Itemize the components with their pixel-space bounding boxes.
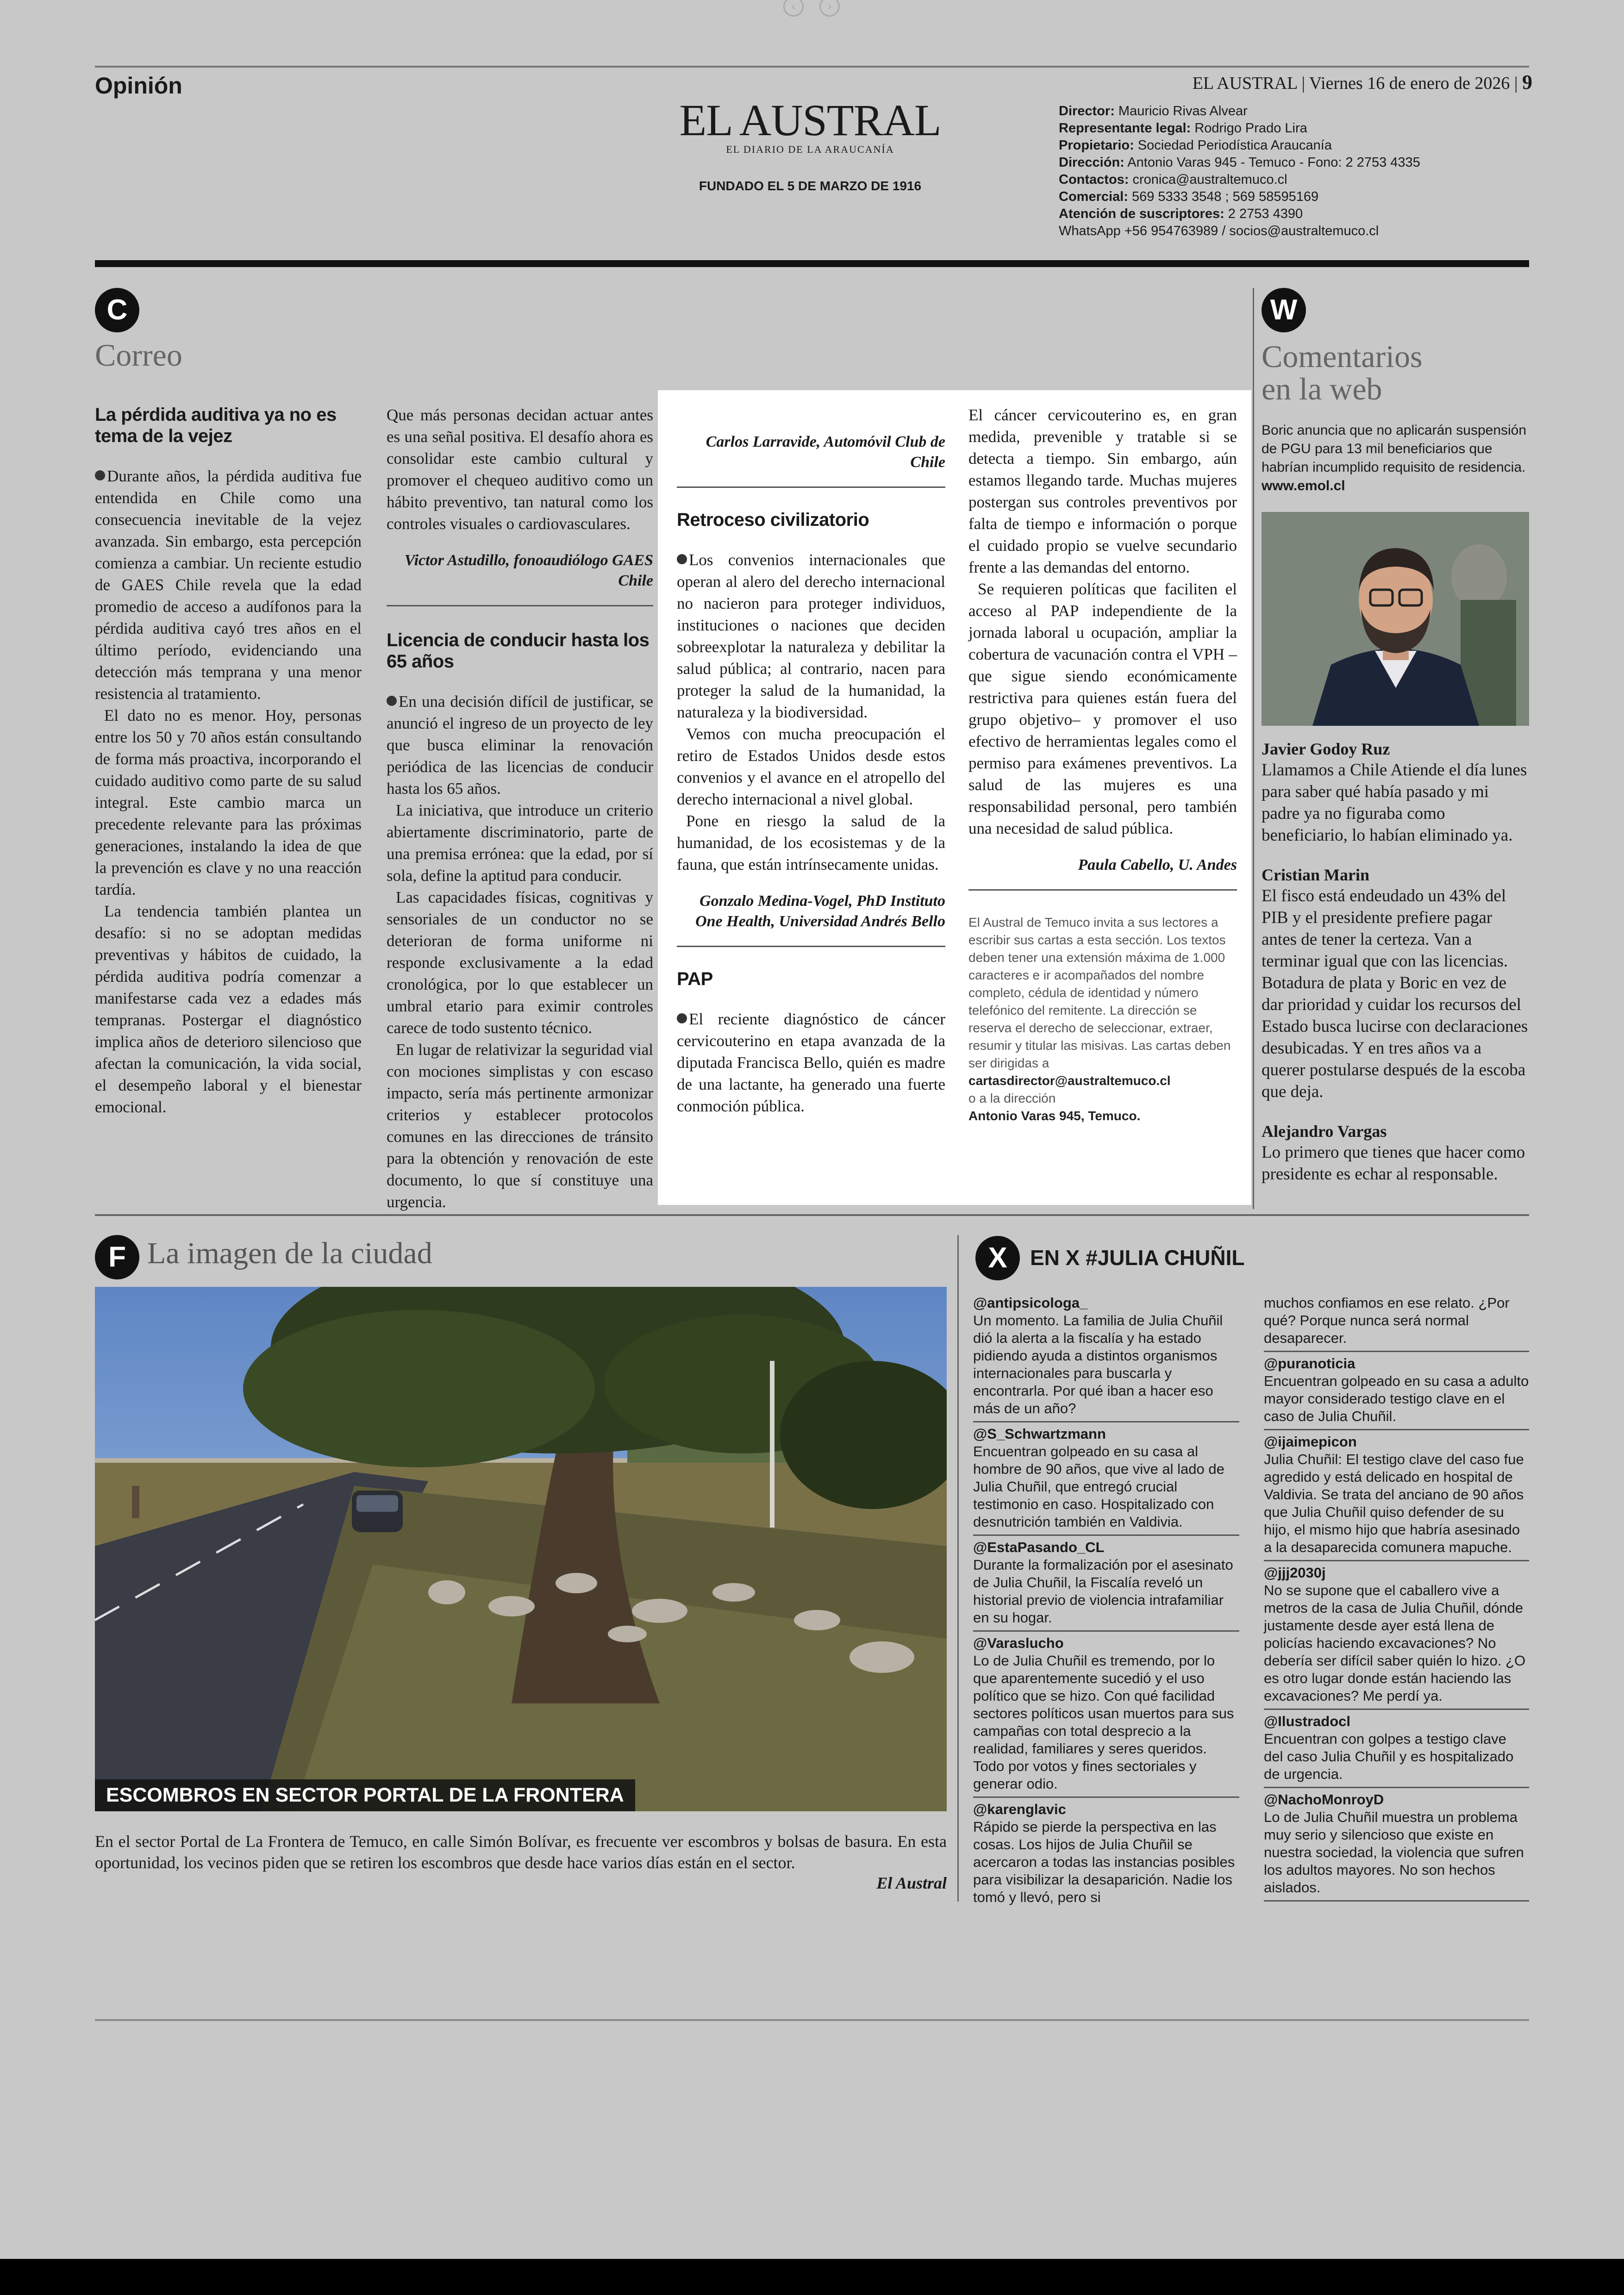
tweet-handle[interactable]: @ijaimepicon bbox=[1264, 1434, 1357, 1450]
tweet-handle[interactable]: @puranoticia bbox=[1264, 1355, 1355, 1372]
imagen-badge: F bbox=[95, 1235, 139, 1279]
publication-line bbox=[1157, 70, 1532, 94]
tweet bbox=[973, 1291, 1239, 1422]
bullet-icon bbox=[387, 696, 397, 706]
section-divider bbox=[95, 1214, 1529, 1216]
tweet-text: Lo de Julia Chuñil es tremendo, por lo que aparentemente sucedió y el uso político que se hizo. Con qué facilidad sectores políticos usan muertos para sus campañas con total desprecio a la realidad, familiares y seres queridos. Todo por votos y fines sectoriales y generar odio. bbox=[973, 1653, 1234, 1792]
masthead-title: EL AUSTRAL bbox=[679, 95, 941, 145]
masthead-subtitle: EL DIARIO DE LA ARAUCANÍA bbox=[726, 143, 894, 155]
tweet-handle[interactable]: @antipsicologa_ bbox=[973, 1295, 1088, 1311]
staff-row: Director: Mauricio Rivas Alvear bbox=[1059, 104, 1248, 118]
divider bbox=[387, 605, 653, 606]
notice-address: Antonio Varas 945, Temuco. bbox=[968, 1109, 1141, 1123]
staff-row: Contactos: cronica@australtemuco.cl bbox=[1059, 172, 1287, 187]
comentarios-intro: Boric anuncia que no aplicarán suspensión de PGU para 13 mil beneficiarios que habrían incumplido requisito de residencia. www.emol.cl bbox=[1262, 423, 1527, 493]
letter-2-title: Licencia de conducir hasta los 65 años bbox=[387, 630, 650, 672]
staff-row: Dirección: Antonio Varas 945 - Temuco - Fono: 2 2753 4335 bbox=[1059, 155, 1420, 170]
staff-box bbox=[1059, 103, 1522, 240]
comentarios-title: Comentarios en la web bbox=[1262, 339, 1423, 406]
tweet-text: No se supone que el caballero vive a metros de la casa de Julia Chuñil, dónde justamente desde ayer está llena de policías haciendo excavaciones? No debería ser difícil saber quién lo hizo. ¿O es otro lugar donde están haciendo las excavaciones? Me perdí ya. bbox=[1264, 1582, 1526, 1704]
tweet-handle[interactable]: @EstaPasando_CL bbox=[973, 1539, 1105, 1555]
tweet bbox=[973, 1798, 1239, 1910]
tweet-handle[interactable]: @NachoMonroyD bbox=[1264, 1791, 1384, 1808]
divider bbox=[677, 486, 945, 488]
letter-3-title: Retroceso civilizatorio bbox=[677, 510, 869, 530]
divider bbox=[677, 946, 945, 947]
tweet bbox=[1264, 1788, 1529, 1902]
bullet-icon bbox=[95, 470, 105, 480]
letter-4-p2: El cáncer cervicouterino es, en gran medida, prevenible y tratable si se detecta a tiempo. Sin embargo, aún estamos llegando tarde. Muchas mujeres postergan sus controles preventivos por falta de tiempo e información o porque el cuidado propio se vuelve secundario frente a las demandas del entorno. bbox=[968, 406, 1237, 576]
notice-text: El Austral de Temuco invita a sus lectores a escribir sus cartas a esta sección. Los textos deben tener una extensión máxima de 1.000 caracteres e ir acompañados del nombre completo, cédula de identidad y número telefónico del remitente. La dirección se reserva el derecho de seleccionar, extraer, resumir y titular las misivas. Las cartas deben ser dirigidas a bbox=[968, 915, 1231, 1070]
tweet-handle[interactable]: @karenglavic bbox=[973, 1801, 1066, 1817]
tweet-handle[interactable]: @Varaslucho bbox=[973, 1635, 1064, 1651]
tweet-text: Encuentran golpeado en su casa al hombre de 90 años, que vive al lado de Julia Chuñil, que entregó crucial testimonio en caso. Hospitalizado con desnutrición también en Valdivia. bbox=[973, 1443, 1224, 1530]
letter-4-continued bbox=[968, 404, 1237, 839]
tweet bbox=[973, 1632, 1239, 1798]
letter-1-p2: El dato no es menor. Hoy, personas entre los 50 y 70 años están consultando de forma más proactiva, incorporando el cuidado auditivo como parte de su salud integral. Este cambio marca un precedente relevante para las próximas generaciones, instalando la idea de que la prevención es clave y no una reacción tardía. bbox=[95, 706, 362, 898]
tweet-handle[interactable]: @S_Schwartzmann bbox=[973, 1426, 1106, 1442]
comment-text: Lo primero que tienes que hacer como presidente es echar al responsable. bbox=[1262, 1143, 1525, 1184]
letter-1-p1: Durante años, la pérdida auditiva fue entendida en Chile como una consecuencia inevitable de la vejez avanzada. Sin embargo, esta percepción comienza a cambiar. Un reciente estudio de GAES Chile revela que la edad promedio de acceso a audífonos para la pérdida auditiva cayó tres años en el último período, evidenciando una detección más temprana y una menor resistencia al tratamiento. bbox=[95, 467, 362, 703]
letter-4-signature: Paula Cabello, U. Andes bbox=[1078, 856, 1237, 873]
bullet-icon bbox=[677, 554, 687, 564]
comment-author: Javier Godoy Ruz bbox=[1262, 740, 1390, 758]
letter-1-signature: Victor Astudillo, fonoaudiólogo GAES Chile bbox=[404, 552, 653, 589]
header-top-rule bbox=[95, 66, 1529, 68]
vertical-divider bbox=[1253, 288, 1254, 1209]
tweets-column-1 bbox=[973, 1291, 1239, 1910]
letter-2-signature: Carlos Larravide, Automóvil Club de Chile bbox=[706, 433, 945, 471]
letter-1-continued: Que más personas decidan actuar antes es una señal positiva. El desafío ahora es consolidar este cambio cultural y promover el chequeo auditivo como un hábito preventivo, tan natural como los controles visuales o cardiovasculares. bbox=[387, 406, 653, 533]
letter-4-p3: Se requieren políticas que faciliten el acceso al PAP independiente de la jornada laboral u ocupación, ampliar la cobertura de vacunación contra el VPH –que sigue siendo económicamente restrictiva para quienes están fuera del grupo objetivo– y promover el uso efectivo de herramientas legales como el permiso para exámenes preventivos. La salud de las mujeres es una responsabilidad personal, pero también una necesidad de salud pública. bbox=[968, 580, 1237, 837]
letter-3-p2: Vemos con mucha preocupación el retiro de Estados Unidos desde estos convenios y el avance en el atropello del derecho internacional a nivel global. bbox=[677, 725, 945, 808]
tweet-text: Encuentran con golpes a testigo clave del caso Julia Chuñil y es hospitalizado de urgencia. bbox=[1264, 1731, 1514, 1782]
x-badge: X bbox=[975, 1236, 1020, 1280]
tweets-column-2-list bbox=[1264, 1352, 1529, 1902]
letter-3-signature: Gonzalo Medina-Vogel, PhD Instituto One Health, Universidad Andrés Bello bbox=[695, 892, 945, 930]
tweet bbox=[1264, 1352, 1529, 1430]
letter-1 bbox=[95, 404, 362, 1118]
letter-1-p3: La tendencia también plantea un desafío: si no se adoptan medidas preventivas y hábitos de cuidado, la pérdida auditiva podría comenzar a manifestarse cada vez a edades más tempranas. Postergar el diagnóstico implica años de deterioro silencioso que afectan la comunicación, la vida social, el desempeño laboral y el bienestar emocional. bbox=[95, 902, 362, 1116]
letter-4-p1: El reciente diagnóstico de cáncer cervicouterino en etapa avanzada de la diputada Francisca Bello, quién es madre de una lactante, ha generado una fuerte conmoción pública. bbox=[677, 1010, 945, 1115]
imagen-credit: El Austral bbox=[876, 1874, 947, 1892]
portrait-illustration bbox=[1262, 512, 1529, 726]
masthead-founded: FUNDADO EL 5 DE MARZO DE 1916 bbox=[699, 179, 922, 193]
tweet-text: Lo de Julia Chuñil muestra un problema muy serio y silencioso que existe en nuestra sociedad, la violencia que sufren los adultos mayores. No son hechos aislados. bbox=[1264, 1809, 1524, 1896]
notice-or: o a la dirección bbox=[968, 1091, 1056, 1105]
letter-2-p3: Las capacidades físicas, cognitivas y sensoriales de un conductor no se deterioran de forma uniforme ni responde exclusivamente a la edad cronológica, por lo que establecer un umbral etario para eximir controles carece de todo sustento técnico. bbox=[387, 888, 653, 1037]
bottom-rule bbox=[95, 2019, 1529, 2021]
comment-author: Cristian Marin bbox=[1262, 866, 1369, 884]
letter-1-body bbox=[95, 465, 362, 1118]
source-link[interactable]: www.emol.cl bbox=[1262, 478, 1345, 493]
divider bbox=[968, 889, 1237, 891]
staff-row: Propietario: Sociedad Periodística Araucanía bbox=[1059, 138, 1332, 153]
bullet-icon bbox=[677, 1013, 687, 1023]
web-comment bbox=[1262, 865, 1529, 1103]
comment-text: El fisco está endeudado un 43% del PIB y el presidente prefiere pagar antes de tener la certeza. Van a terminar igual que con las licencias. Botadura de plata y Boric en vez de dar prioridad y cuidar los recursos del Estado busca lucirse con declaraciones desubicadas. Y en tres años va a querer postularse después de la escoba que deja. bbox=[1262, 886, 1528, 1101]
tweet-lead: muchos confiamos en ese relato. ¿Por qué? Porque nunca será normal desaparecer. bbox=[1264, 1291, 1529, 1352]
photo-caption: ESCOMBROS EN SECTOR PORTAL DE LA FRONTERA bbox=[95, 1779, 635, 1811]
tweet-text: Rápido se pierde la perspectiva en las cosas. Los hijos de Julia Chuñil se acercaron a todas las instancias posibles para visibilizar la desaparición. Nadie los tomó y llevó, pero si bbox=[973, 1819, 1235, 1905]
city-photo bbox=[95, 1287, 947, 1811]
column-3 bbox=[677, 404, 945, 1117]
portrait-photo bbox=[1262, 512, 1529, 726]
tweet-handle[interactable]: @jjj2030j bbox=[1264, 1565, 1326, 1581]
city-photo-illustration bbox=[95, 1287, 947, 1811]
letters-notice bbox=[968, 914, 1237, 1125]
letter-3-p1: Los convenios internacionales que operan al alero del derecho internacional no nacieron para proteger individuos, instituciones o naciones que deciden sobreexplotar la naturaleza y debilitar la salud pública; al contrario, nacen para proteger la salud de la humanidad, la naturaleza y la biodiversidad. bbox=[677, 551, 945, 721]
bottom-bar bbox=[0, 2259, 1624, 2295]
x-section-title: EN X #JULIA CHUÑIL bbox=[1030, 1246, 1245, 1270]
letter-2-p4: En lugar de relativizar la seguridad vial con mociones simplistas y con escaso impacto, sería más pertinente armonizar criterios y establecer protocolos comunes en las direcciones de tránsito para la obtención y renovación de este documento, lo que sí constituye una urgencia. bbox=[387, 1041, 653, 1211]
pub-date: EL AUSTRAL | Viernes 16 de enero de 2026 | bbox=[1192, 74, 1518, 93]
letter-1-title: La pérdida auditiva ya no es tema de la vejez bbox=[95, 405, 337, 446]
tweet-text: Durante la formalización por el asesinato de Julia Chuñil, la Fiscalía reveló un historial previo de violencia intrafamiliar en su hogar. bbox=[973, 1557, 1233, 1626]
prev-page-icon[interactable]: ‹ bbox=[783, 0, 804, 17]
tweet bbox=[1264, 1430, 1529, 1561]
tweet bbox=[1264, 1561, 1529, 1710]
tweet-text: Encuentran golpeado en su casa a adulto mayor considerado testigo clave en el caso de Julia Chuñil. bbox=[1264, 1373, 1529, 1424]
masthead bbox=[648, 97, 972, 193]
staff-row: Atención de suscriptores: 2 2753 4390 bbox=[1059, 206, 1303, 221]
notice-email[interactable]: cartasdirector@australtemuco.cl bbox=[968, 1073, 1171, 1088]
vertical-divider bbox=[957, 1235, 959, 1902]
header-thick-rule bbox=[95, 260, 1529, 267]
tweet-text: Un momento. La familia de Julia Chuñil dió la alerta a la fiscalía y ha estado pidiendo ayuda a distintos organismos internacionales para buscarla y encontrarla. Por qué iban a hacer eso más de un año? bbox=[973, 1312, 1223, 1416]
tweet bbox=[973, 1422, 1239, 1536]
comentarios-badge: W bbox=[1262, 288, 1306, 332]
column-4 bbox=[968, 404, 1237, 1125]
comments-list bbox=[1262, 739, 1529, 1204]
imagen-text: En el sector Portal de La Frontera de Temuco, en calle Simón Bolívar, es frecuente ver escombros y bolsas de basura. En esta oportunidad, los vecinos piden que se retiren los escombros que desde hace varios días están en el sector. bbox=[95, 1832, 947, 1872]
staff-row: Comercial: 569 5333 3548 ; 569 58595169 bbox=[1059, 189, 1319, 204]
section-label: Opinión bbox=[95, 73, 182, 99]
page-number: 9 bbox=[1522, 71, 1532, 94]
letter-3-body bbox=[677, 549, 945, 875]
next-page-icon[interactable]: › bbox=[819, 0, 840, 17]
staff-row: WhatsApp +56 954763989 / socios@australtemuco.cl bbox=[1059, 224, 1379, 238]
tweet-text: Julia Chuñil: El testigo clave del caso fue agredido y está delicado en hospital de Valdivia. Se trata del anciano de 90 años que Julia Chuñil quiso defender de su hijo, el mismo hijo que habría asesinado a la desaparecida comunera mapuche. bbox=[1264, 1451, 1524, 1555]
comment-text: Llamamos a Chile Atiende el día lunes para saber qué había pasado y mi padre ya no figuraba como beneficiario, lo habían eliminado ya. bbox=[1262, 761, 1527, 845]
letter-2-p2: La iniciativa, que introduce un criterio abiertamente discriminatorio, parte de una premisa errónea: que la edad, por sí sola, define la aptitud para conducir. bbox=[387, 801, 653, 885]
tweet bbox=[1264, 1710, 1529, 1788]
web-comment bbox=[1262, 739, 1529, 846]
letter-2-p1: En una decisión difícil de justificar, se anunció el ingreso de un proyecto de ley que busca eliminar la renovación periódica de las licencias de conducir hasta los 65 años. bbox=[387, 692, 653, 798]
tweet bbox=[973, 1536, 1239, 1632]
letter-4-title: PAP bbox=[677, 969, 713, 989]
correo-badge: C bbox=[95, 288, 139, 332]
comment-author: Alejandro Vargas bbox=[1262, 1122, 1387, 1141]
letter-3-p3: Pone en riesgo la salud de la humanidad, de los ecosistemas y de la fauna, que están intrínsecamente unidas. bbox=[677, 812, 945, 873]
tweet-handle[interactable]: @Ilustradocl bbox=[1264, 1713, 1350, 1729]
correo-title: Correo bbox=[95, 337, 182, 373]
web-comment bbox=[1262, 1121, 1529, 1185]
staff-row: Representante legal: Rodrigo Prado Lira bbox=[1059, 121, 1307, 136]
letter-4-body bbox=[677, 1008, 945, 1117]
letter-2-body bbox=[387, 691, 653, 1213]
imagen-title: La imagen de la ciudad bbox=[147, 1236, 432, 1270]
tweets-column-2 bbox=[1264, 1291, 1529, 1902]
column-2 bbox=[387, 404, 653, 1213]
